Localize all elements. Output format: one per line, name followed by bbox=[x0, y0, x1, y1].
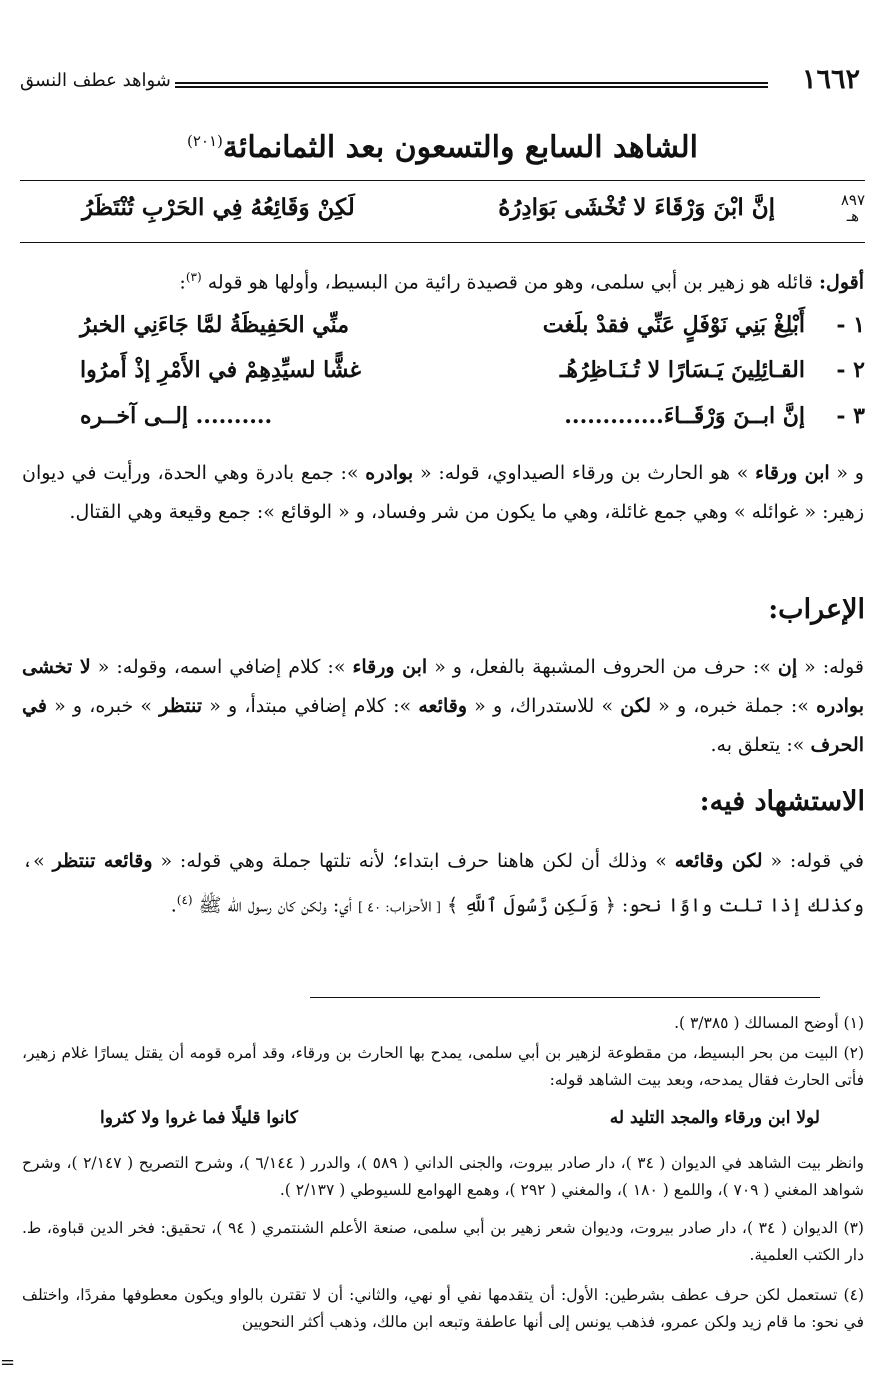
poem-line bbox=[20, 357, 865, 399]
chapter-title-text: الشاهد السابع والتسعون بعد الثمانمائة bbox=[222, 130, 698, 165]
continuation-mark: = bbox=[0, 1352, 16, 1373]
poem-hemistich-b: غشًّا لسيِّدِهِمْ في الأَمْرِ إذْ أَمرُوا bbox=[80, 357, 362, 383]
istishhad-term: لكن وقائعه bbox=[674, 850, 763, 872]
irab-text: » للاستدراك، و « bbox=[474, 695, 614, 717]
header-rule bbox=[175, 82, 768, 88]
footnote-4: (٤) تستعمل لكن حرف عطف بشرطين: الأول: أن يتقدمها نفي أو نهي، والثاني: أن لا تقترن بالواو ويكون معطوفها مفردًا، واختلف في نحو: ما قام زيد ولكن عمرو، فذهب يونس إلى أنها عاطفة وتبعه ابن مالك، وذهب أكثر النحويين bbox=[22, 1286, 864, 1331]
footnote-2: (٢) البيت من بحر البسيط، من مقطوعة لزهير بن أبي سلمى، يمدح بها الحارث بن ورقاء، وقد أمره قومه أن يقتل يسارًا غلام زهير، فأتى الحارث فقال يمدحه، وبعد بيت الشاهد قوله: bbox=[22, 1044, 864, 1089]
istishhad-paragraph bbox=[22, 842, 864, 927]
poem-line-number: ١ - bbox=[836, 312, 865, 338]
verse-number-mark: هـ bbox=[846, 207, 860, 225]
irab-term: لا تخشى بوادره bbox=[22, 656, 865, 717]
verse-rule-top bbox=[20, 180, 865, 181]
poem-line-number: ٣ - bbox=[836, 403, 865, 429]
istishhad-ref: (٤) bbox=[176, 893, 193, 907]
footnote-verse-a: لولا ابن ورقاء والمجد التليد له bbox=[609, 1108, 820, 1128]
istishhad-text: في قوله: « bbox=[770, 850, 864, 872]
irab-text: »: حرف من الحروف المشبهة بالفعل، و « bbox=[434, 656, 771, 678]
gloss-paragraph bbox=[22, 454, 864, 532]
irab-text: » خبره، و « bbox=[54, 695, 153, 717]
verse-number-digits: ٨٩٧ bbox=[840, 191, 865, 209]
poem-line bbox=[20, 312, 865, 354]
chapter-title bbox=[0, 130, 885, 165]
poem-line-number: ٢ - bbox=[836, 357, 865, 383]
poem-hemistich-a: القـائِلِينَ يَـسَارًا لا تُـنَـاظِرُهُـ bbox=[559, 357, 805, 383]
istishhad-text: أي: ولكن كان رسول الله ﷺ bbox=[192, 894, 358, 917]
verse-rule-bottom bbox=[20, 242, 865, 243]
footnote-2-verse bbox=[100, 1108, 820, 1138]
irab-term: ابن ورقاء bbox=[352, 656, 428, 678]
gloss-text: »: جمع بادرة وهي الحدة، ورأيت في ديوان زهير: « غوائله » وهي جمع غائلة، وهي ما يكون من شر وفساد، و « الوقائع »: جمع وقيعة وهي القتال. bbox=[22, 462, 864, 523]
gloss-term: ابن ورقاء bbox=[755, 462, 830, 484]
chapter-title-ref: (٢٠١) bbox=[187, 132, 223, 150]
irab-text: قوله: « bbox=[804, 656, 865, 678]
page-number: ١٦٦٢ bbox=[801, 64, 860, 95]
irab-term: تنتظر bbox=[159, 695, 203, 717]
verse-number bbox=[841, 192, 865, 224]
irab-text: »: يتعلق به. bbox=[710, 734, 805, 756]
footnote-verse-b: كانوا قليلًا فما غروا ولا كثروا bbox=[100, 1108, 298, 1128]
running-title: شواهد عطف النسق bbox=[20, 70, 171, 91]
irab-heading: الإعراب: bbox=[768, 594, 865, 625]
istishhad-heading: الاستشهاد فيه: bbox=[699, 786, 865, 817]
intro-ref: (٣) bbox=[185, 270, 202, 284]
irab-term: لكن bbox=[620, 695, 651, 717]
footnote-2-continued: وانظر بيت الشاهد في الديوان ( ٣٤ )، دار صادر بيروت، والجنى الداني ( ٥٨٩ )، والدرر ( ٦/١٤٤ )، وشرح التصريح ( ٢/١٤٧ )، وشرح شواهد المغني ( ٧٠٩ )، واللمع ( ١٨٠ )، والمغني ( ٢٩٢ )، وهمع الهوامع للسيوطي ( ٢/١٣٧ ). bbox=[22, 1154, 865, 1199]
footnote-1: (١) أوضح المسالك ( ٣/٣٨٥ ). bbox=[674, 1014, 864, 1032]
gloss-text: » هو الحارث بن ورقاء الصيداوي، قوله: « bbox=[419, 462, 749, 484]
intro-end: : bbox=[179, 271, 186, 294]
istishhad-text: » وذلك أن لكن هاهنا حرف ابتداء؛ لأنه تلتها جملة وهي قوله: « bbox=[160, 850, 667, 872]
irab-text: »: جملة خبره، و « bbox=[658, 695, 809, 717]
verse-hemistich-1: إنَّ ابْنَ وَرْقَاءَ لا تُخْشَى بَوَادِرُهُ bbox=[498, 194, 775, 221]
irab-text: »: كلام إضافي اسمه، وقوله: « bbox=[97, 656, 346, 678]
poem-line bbox=[20, 403, 865, 445]
irab-term: في الحرف bbox=[22, 695, 864, 756]
intro-lead: أقول: bbox=[819, 271, 864, 294]
irab-text: »: كلام إضافي مبتدأ، و « bbox=[209, 695, 412, 717]
poem-hemistich-a: أَبْلِغْ بَنِي نَوْفَلٍ عَنِّي فقدْ بلَغت bbox=[542, 312, 805, 338]
poem-hemistich-b: منِّي الحَفِيظَةُ لمَّا جَاءَنِي الخبرُ bbox=[80, 312, 350, 338]
poem-hemistich-b: .......... إلــى آخــره bbox=[80, 403, 273, 429]
irab-term: إن bbox=[777, 656, 798, 678]
irab-paragraph bbox=[22, 648, 864, 765]
footnote-3: (٣) الديوان ( ٣٤ )، دار صادر بيروت، وديوان شعر زهير بن أبي سلمى، صنعة الأعلم الشنتمري ( ٩٤ )، تحقيق: فخر الدين قباوة، ط. دار الكتب العلمية. bbox=[22, 1219, 864, 1264]
verse-hemistich-2: لَكِنْ وَقَائِعُهُ فِي الحَرْبِ تُنْتَظَرُ bbox=[82, 194, 355, 221]
intro-text: قائله هو زهير بن أبي سلمى، وهو من قصيدة رائية من البسيط، وأولها هو قوله bbox=[201, 271, 819, 294]
irab-term: وقائعه bbox=[418, 695, 467, 717]
istishhad-text: »، وكذلك إذا تلت واوًا نحو: ﴿ وَلَكِن رَّسُولَ ٱللَّهِ ﴾ bbox=[22, 850, 864, 917]
footnote-rule bbox=[310, 997, 820, 998]
istishhad-term: وقائعه تنتظر bbox=[52, 850, 153, 872]
gloss-text: و « bbox=[836, 462, 864, 484]
intro-paragraph bbox=[22, 258, 864, 302]
page-header bbox=[20, 62, 860, 102]
gloss-term: بوادره bbox=[365, 462, 414, 484]
poem-hemistich-a: إنَّ ابــنَ وَرْقَــاءَ............. bbox=[564, 403, 805, 429]
quran-reference: [ الأحزاب: ٤٠ ] bbox=[357, 900, 441, 916]
istishhad-end: . bbox=[170, 894, 177, 917]
